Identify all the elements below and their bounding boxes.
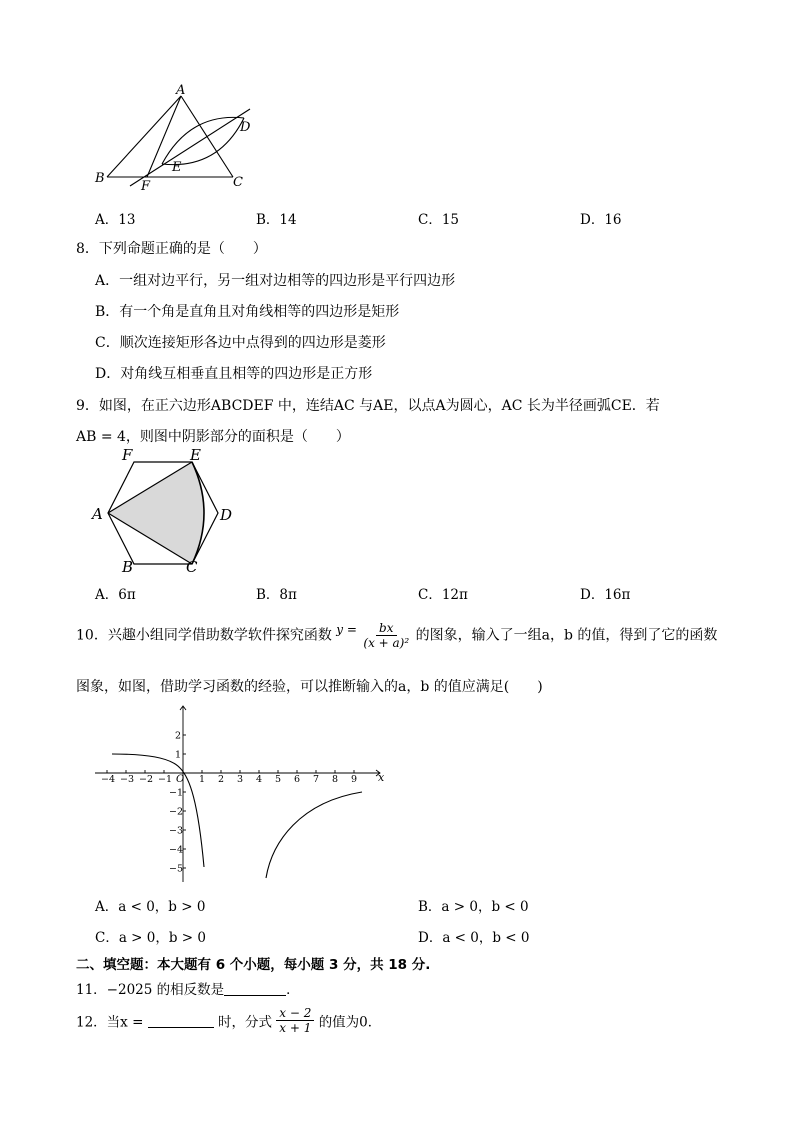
q9-label-e: E xyxy=(190,446,201,464)
q8-option-d[interactable]: D．对角线互相垂直且相等的四边形是正方形 xyxy=(95,366,373,382)
q8-option-a[interactable]: A．一组对边平行，另一组对边相等的四边形是平行四边形 xyxy=(95,273,456,289)
q7-option-d[interactable]: D．16 xyxy=(580,212,622,228)
q11-stem: 11．−2025 的相反数是 xyxy=(76,982,225,998)
q10-x-tick-label: 8 xyxy=(332,774,339,785)
q10-option-a[interactable]: A．a < 0，b > 0 xyxy=(95,899,206,915)
q10-formula-fraction xyxy=(361,621,411,650)
q10-x-tick-label: 1 xyxy=(199,774,206,785)
q9-stem-line2: AB = 4，则图中阴影部分的面积是（ ） xyxy=(76,429,350,445)
q10-y-tick-label: −5 xyxy=(169,863,184,875)
q10-x-tick-label: 3 xyxy=(237,774,244,785)
q12-answer-blank[interactable] xyxy=(148,1013,214,1028)
q7-label-a: A xyxy=(176,83,186,98)
q10-stem-line1 xyxy=(76,621,717,650)
q10-x-tick-label: 5 xyxy=(275,774,282,785)
q7-label-b: B xyxy=(95,171,105,186)
q10-x-tick-label: 7 xyxy=(313,774,320,785)
q7-figure xyxy=(90,82,260,194)
q10-x-tick-label: 2 xyxy=(218,774,225,785)
q10-y-tick-label: −4 xyxy=(169,844,184,856)
q9-label-a: A xyxy=(92,505,103,523)
q7-option-a[interactable]: A．13 xyxy=(95,212,136,228)
q10-y-tick-label: 2 xyxy=(175,730,182,742)
q9-option-a[interactable]: A．6π xyxy=(95,587,136,603)
q12 xyxy=(76,1006,381,1035)
q12-fraction-denominator: x + 1 xyxy=(279,1021,312,1035)
q10-formula-denominator: (x + a)² xyxy=(363,636,410,650)
q9-label-b: B xyxy=(122,558,134,576)
q10-x-tick-label: −2 xyxy=(139,774,154,785)
q9-hexagon-figure xyxy=(88,446,248,576)
q12-stem-middle: 时，分式 xyxy=(218,1014,272,1031)
q12-stem-after: 的值为0． xyxy=(318,1014,382,1031)
q10-x-tick-label: −4 xyxy=(101,774,116,785)
q12-fraction xyxy=(276,1006,314,1035)
q10-y-tick-label: −2 xyxy=(169,806,184,818)
q7-label-d: D xyxy=(240,120,251,135)
q10-x-tick-label: 6 xyxy=(294,774,301,785)
q9-label-c: C xyxy=(186,558,198,576)
q10-x-axis-label: x xyxy=(378,771,385,784)
q10-curve-right-branch xyxy=(266,792,362,878)
q10-function-graph xyxy=(90,702,390,888)
q9-label-d: D xyxy=(220,506,233,524)
q8-option-b[interactable]: B．有一个角是直角且对角线相等的四边形是矩形 xyxy=(95,304,400,320)
q10-stem-line2: 图象，如图，借助学习函数的经验，可以推断输入的a，b 的值应满足( ) xyxy=(76,679,543,695)
q7-label-c: C xyxy=(233,175,243,190)
q7-option-b[interactable]: B．14 xyxy=(256,212,297,228)
q7-label-f: F xyxy=(141,179,151,194)
q12-stem-before: 12．当x = xyxy=(76,1014,144,1031)
q10-y-tick-label: −1 xyxy=(169,787,184,799)
q11 xyxy=(76,978,300,998)
q7-option-c[interactable]: C．15 xyxy=(418,212,460,228)
q10-formula-numerator: bx xyxy=(376,621,396,636)
q12-fraction-numerator: x − 2 xyxy=(276,1006,314,1021)
q10-y-tick-label: −3 xyxy=(169,825,184,837)
q8-stem: 8．下列命题正确的是（ ） xyxy=(76,241,267,257)
q10-x-tick-label: 9 xyxy=(351,774,358,785)
q10-origin-label: O xyxy=(176,774,185,785)
q11-answer-blank[interactable] xyxy=(224,981,286,996)
q10-stem-after: 的图象，输入了一组a，b 的值，得到了它的函数 xyxy=(415,627,718,644)
q10-x-tick-label: −3 xyxy=(120,774,135,785)
q11-stem-end: ． xyxy=(286,982,300,998)
q10-formula-lhs: y = xyxy=(336,622,357,637)
section-2-title: 二、填空题：本大题有 6 个小题，每小题 3 分，共 18 分. xyxy=(76,957,431,973)
q9-option-c[interactable]: C．12π xyxy=(418,587,468,603)
q10-x-tick-label: −1 xyxy=(158,774,173,785)
q10-y-tick-label: 1 xyxy=(175,749,182,761)
q10-option-d[interactable]: D．a < 0，b < 0 xyxy=(418,930,530,946)
q9-stem-line1: 9．如图，在正六边形ABCDEF 中，连结AC 与AE，以点A为圆心，AC 长为半径画弧CE．若 xyxy=(76,398,660,414)
q10-option-b[interactable]: B．a > 0，b < 0 xyxy=(418,899,529,915)
q9-option-d[interactable]: D．16π xyxy=(580,587,631,603)
q7-label-e: E xyxy=(172,160,182,175)
q9-option-b[interactable]: B．8π xyxy=(256,587,297,603)
q10-x-tick-label: 4 xyxy=(256,774,263,785)
q9-label-f: F xyxy=(122,446,133,464)
q10-option-c[interactable]: C．a > 0，b > 0 xyxy=(95,930,206,946)
q8-option-c[interactable]: C．顺次连接矩形各边中点得到的四边形是菱形 xyxy=(95,335,386,351)
q10-stem-before: 10．兴趣小组同学借助数学软件探究函数 xyxy=(76,627,332,644)
